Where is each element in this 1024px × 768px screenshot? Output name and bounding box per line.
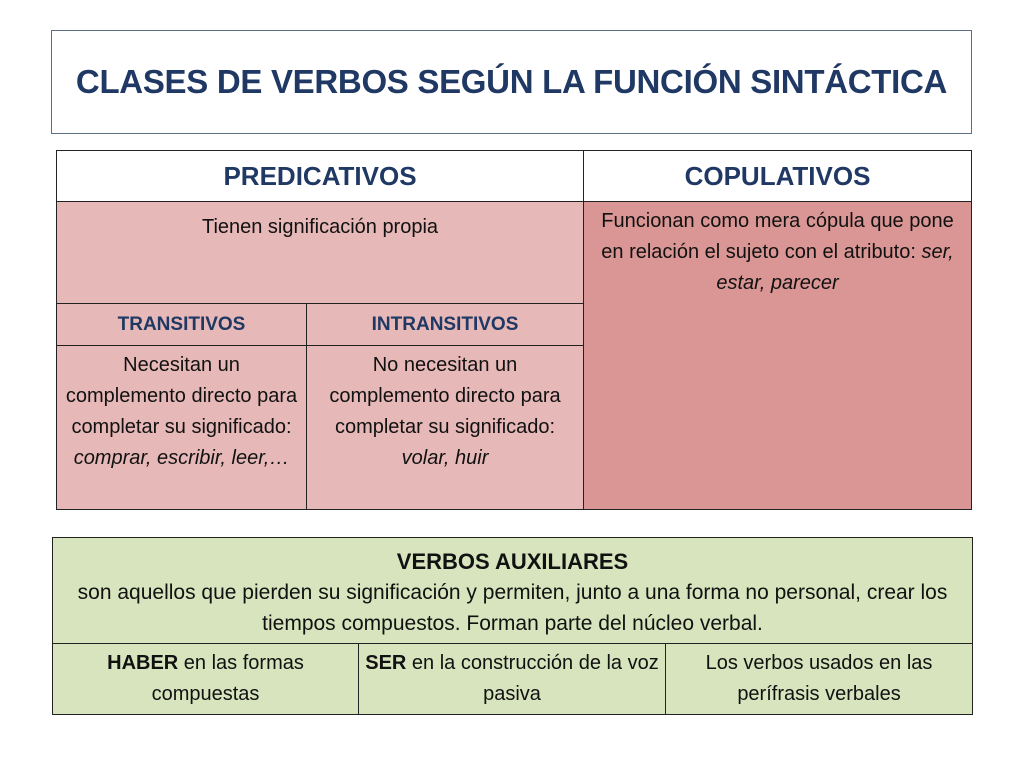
transitivos-header: TRANSITIVOS: [57, 304, 307, 346]
aux-cell-ser: [359, 644, 666, 715]
transitivos-description: [57, 346, 307, 510]
aux-cell-ser-text: en la construcción de la voz pasiva: [406, 652, 659, 705]
predicativos-description: Tienen significación propia: [57, 202, 584, 304]
copulativos-text: Funcionan como mera cópula que pone en relación el sujeto con el atributo:: [601, 210, 954, 263]
auxiliares-description: son aquellos que pierden su significación y permiten, junto a una forma no personal, crear los tiempos compuestos. Forman parte del núcleo verbal.: [77, 581, 948, 635]
copulativos-examples: ser, estar, parecer: [716, 241, 954, 294]
aux-cell-perifrasis: [666, 644, 973, 715]
intransitivos-examples: volar, huir: [401, 447, 489, 469]
slide-title: CLASES DE VERBOS SEGÚN LA FUNCIÓN SINTÁCTICA: [75, 63, 948, 100]
aux-cell-perifrasis-text: Los verbos usados en las perífrasis verbales: [705, 652, 933, 705]
predicativos-header: PREDICATIVOS: [57, 151, 584, 202]
auxiliares-table: [52, 537, 973, 715]
intransitivos-description: [307, 346, 584, 510]
intransitivos-text: No necesitan un complemento directo para completar su significado:: [329, 354, 561, 438]
copulativos-description: [584, 202, 972, 510]
verb-classes-table: [56, 150, 972, 510]
aux-cell-haber: [53, 644, 359, 715]
copulativos-header: COPULATIVOS: [584, 151, 972, 202]
aux-cell-ser-bold: SER: [365, 652, 407, 674]
title-box: [51, 30, 972, 134]
auxiliares-title: VERBOS AUXILIARES: [396, 549, 629, 574]
transitivos-examples: comprar, escribir, leer,…: [73, 447, 290, 469]
aux-cell-haber-text: en las formas compuestas: [151, 652, 304, 705]
auxiliares-description-cell: [53, 538, 973, 644]
aux-cell-haber-bold: HABER: [107, 652, 179, 674]
transitivos-text: Necesitan un complemento directo para completar su significado:: [65, 354, 298, 438]
intransitivos-header: INTRANSITIVOS: [307, 304, 584, 346]
